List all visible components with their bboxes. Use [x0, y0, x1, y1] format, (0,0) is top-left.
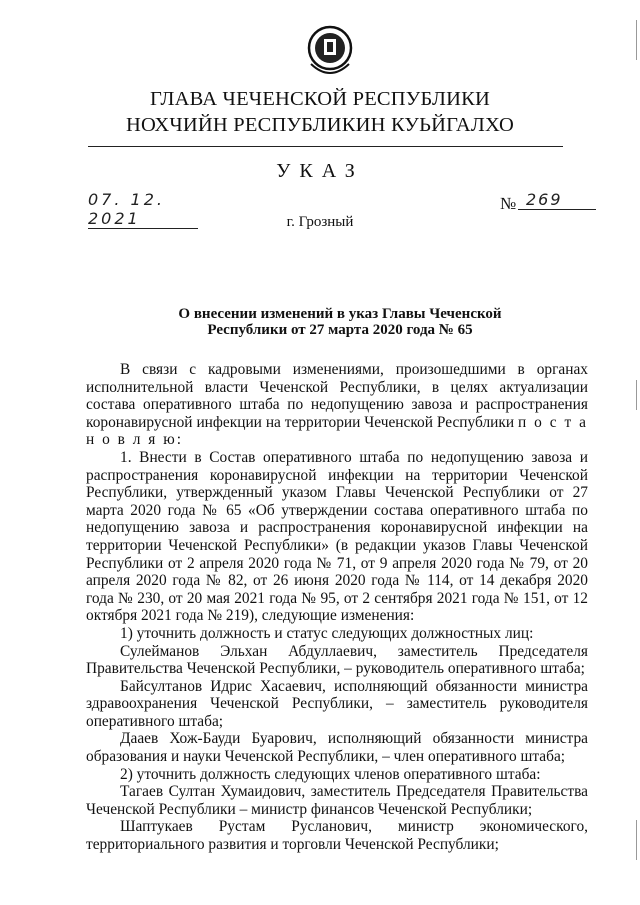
paragraph-spaced-text: п о с т а н о в л я ю:: [86, 413, 588, 449]
document-body: [86, 361, 588, 854]
header-divider: [88, 146, 563, 147]
scan-edge-mark: [636, 380, 637, 410]
paragraph: Байсултанов Идрис Хасаевич, исполняющий обязанности министра здравоохранения Чеченской Республики, – заместитель руководителя оперативного штаба;: [86, 677, 588, 730]
document-type: УКАЗ: [276, 160, 364, 182]
paragraph: 2) уточнить должность следующих членов оперативного штаба:: [120, 765, 541, 783]
paragraph: Шаптукаев Рустам Русланович, министр экономического, территориального развития и торговли Чеченской Республики;: [86, 818, 588, 854]
header-line-2: НОХЧИЙН РЕСПУБЛИКИН КУЬЙГАЛХО: [125, 114, 514, 136]
number-label: №: [500, 194, 517, 213]
paragraph: 1) уточнить должность и статус следующих должностных лиц:: [120, 624, 534, 642]
paragraph-text: В связи с кадровыми изменениями, произошедшими в органах исполнительной власти Чеченской Республики, в целях актуализации состава оперативного штаба по недопущению завоза и распространения коронавирусной инфекции на территории Чеченской Республики: [86, 361, 588, 431]
scan-edge-mark: [636, 820, 637, 860]
paragraph: Сулейманов Эльхан Абдуллаевич, заместитель Председателя Правительства Чеченской Республики, – руководитель оперативного штаба;: [86, 642, 588, 678]
document-number: 269: [518, 190, 596, 210]
paragraph: 1. Внести в Состав оперативного штаба по недопущению завоза и распространения коронавирусной инфекции на территории Чеченской Республики, утвержденный указом Главы Чеченской Республики от 27 марта 2020 года № 65 «Об утверждении состава оперативного штаба по недопущению завоза и распространения коронавирусной инфекции на территории Чеченской Республики» (в редакции указов Главы Чеченской Республики от 2 апреля 2020 года № 71, от 9 апреля 2020 года № 79, от 20 апреля 2020 года № 82, от 26 июня 2020 года № 114, от 14 декабря 2020 года № 230, от 20 мая 2021 года № 95, от 2 сентября 2021 года № 151, от 12 октября 2021 года № 219), следующие изменения:: [86, 448, 588, 625]
coat-of-arms-emblem: [307, 22, 353, 82]
header-line-1: ГЛАВА ЧЕЧЕНСКОЙ РЕСПУБЛИКИ: [150, 88, 490, 110]
scan-edge-mark: [636, 20, 637, 60]
document-date: 07. 12. 2021: [88, 190, 198, 229]
paragraph: Дааев Хож-Бауди Буарович, исполняющий обязанности министра образования и науки Чеченской Республики, – член оперативного штаба;: [86, 730, 588, 766]
paragraph: [86, 361, 588, 449]
city: г. Грозный: [286, 214, 354, 230]
paragraph: Тагаев Султан Хумаидович, заместитель Председателя Правительства Чеченской Республики – министр финансов Чеченской Республики;: [86, 783, 588, 818]
document-title: О внесении изменений в указ Главы Чеченской Республики от 27 марта 2020 года № 65: [178, 306, 502, 338]
